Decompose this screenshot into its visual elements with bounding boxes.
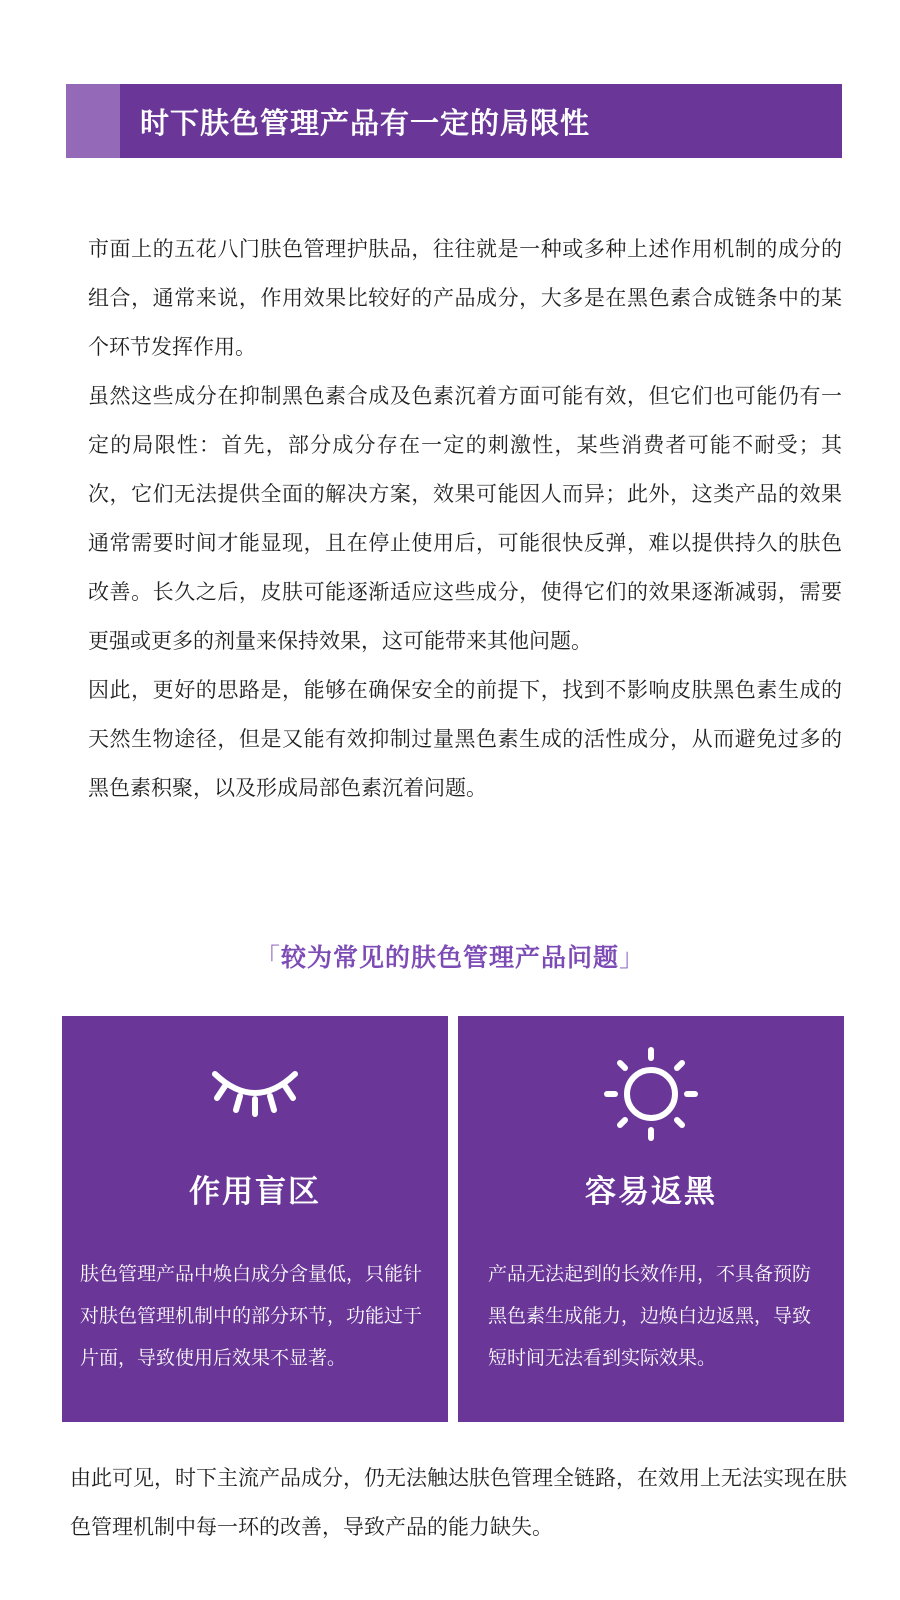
section-heading-text: 较为常见的肤色管理产品问题 [280,943,619,972]
card-text: 肤色管理产品中焕白成分含量低，只能针对肤色管理机制中的部分环节，功能过于片面，导致使用后效果不显著。 [80,1263,423,1369]
section-heading [0,938,900,974]
sun-icon [458,1044,844,1144]
section-bracket-open: 「 [254,943,281,972]
intro-paragraph: 虽然这些成分在抑制黑色素合成及色素沉着方面可能有效，但它们也可能仍有一定的局限性：首先，部分成分存在一定的刺激性，某些消费者可能不耐受；其次，它们无法提供全面的解决方案，效果可能因人而异；此外，这类产品的效果通常需要时间才能显现，且在停止使用后，可能很快反弹，难以提供持久的肤色改善。长久之后，皮肤可能逐渐适应这些成分，使得它们的效果逐渐减弱，需要更强或更多的剂量来保持效果，这可能带来其他问题。 [88,384,842,653]
intro-paragraph: 市面上的五花八门肤色管理护肤品，往往就是一种或多种上述作用机制的成分的组合，通常来说，作用效果比较好的产品成分，大多是在黑色素合成链条中的某个环节发挥作用。 [88,237,842,359]
section-bracket-close: 」 [619,943,646,972]
intro-text [88,225,842,813]
title-accent-block [66,84,120,158]
problem-card-blind-spot [62,1016,448,1422]
problem-card-rebound [458,1016,844,1422]
conclusion-text: 由此可见，时下主流产品成分，仍无法触达肤色管理全链路，在效用上无法实现在肤色管理机制中每一环的改善，导致产品的能力缺失。 [70,1466,847,1539]
card-title: 容易返黑 [585,1174,717,1210]
closed-eye-icon [62,1064,448,1124]
intro-paragraph: 因此，更好的思路是，能够在确保安全的前提下，找到不影响皮肤黑色素生成的天然生物途径，但是又能有效抑制过量黑色素生成的活性成分，从而避免过多的黑色素积聚，以及形成局部色素沉着问题。 [88,678,842,800]
title-banner [66,84,842,158]
problem-cards [62,1016,844,1422]
page-title: 时下肤色管理产品有一定的局限性 [140,105,591,140]
card-title: 作用盲区 [189,1174,321,1210]
card-text: 产品无法起到的长效作用，不具备预防黑色素生成能力，边焕白边返黑，导致短时间无法看到实际效果。 [488,1263,812,1369]
